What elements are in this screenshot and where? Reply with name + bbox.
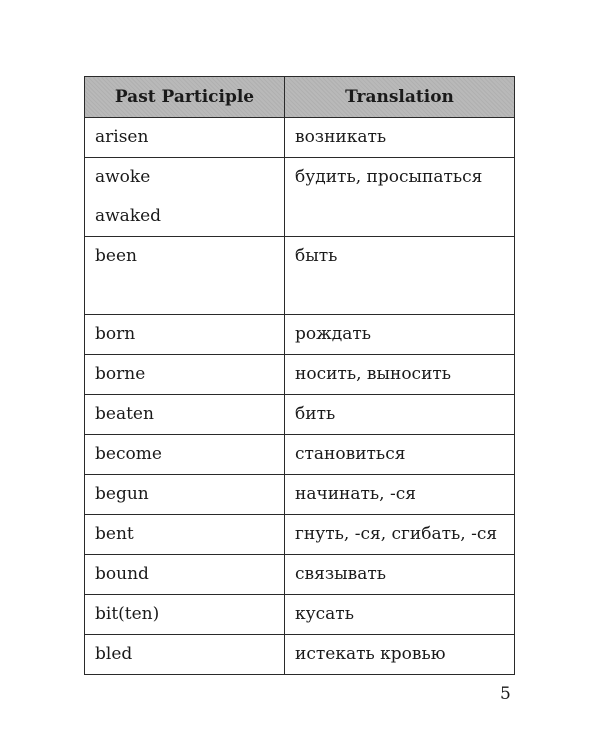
translation-text: начинать, -ся [295, 484, 416, 504]
past-participle-text: bit(ten) [95, 604, 160, 624]
translation-cell [285, 515, 515, 555]
translation-cell [285, 595, 515, 635]
past-participle-text: arisen [95, 127, 149, 147]
table-row [85, 595, 515, 635]
table-header [85, 77, 515, 118]
table-row [85, 395, 515, 435]
irregular-verbs-table [84, 76, 515, 675]
past-participle-cell [85, 435, 285, 475]
table-row [85, 355, 515, 395]
past-participle-cell [85, 635, 285, 675]
translation-text: будить, просыпаться [295, 167, 483, 187]
table-row [85, 555, 515, 595]
translation-text: возникать [295, 127, 387, 147]
table-row [85, 158, 515, 237]
header-past-participle: Past Participle [85, 77, 285, 118]
table-row [85, 435, 515, 475]
translation-text: рождать [295, 324, 372, 344]
translation-text: гнуть, -ся, сгибать, -ся [295, 524, 498, 544]
past-participle-text: born [95, 324, 136, 344]
past-participle-cell [85, 555, 285, 595]
translation-cell [285, 355, 515, 395]
table-row [85, 237, 515, 315]
past-participle-text: awoke [95, 167, 151, 187]
table-row [85, 315, 515, 355]
past-participle-text: begun [95, 484, 149, 504]
past-participle-cell [85, 595, 285, 635]
past-participle-cell [85, 237, 285, 315]
table-row [85, 635, 515, 675]
past-participle-text: bled [95, 644, 133, 664]
translation-cell [285, 635, 515, 675]
past-participle-cell [85, 475, 285, 515]
past-participle-text: been [95, 246, 137, 266]
translation-text: становиться [295, 444, 406, 464]
past-participle-cell [85, 118, 285, 158]
past-participle-text: awaked [95, 206, 162, 226]
past-participle-cell [85, 515, 285, 555]
translation-cell [285, 395, 515, 435]
translation-text: бить [295, 404, 336, 424]
past-participle-text: borne [95, 364, 146, 384]
table-row [85, 515, 515, 555]
translation-text: быть [295, 246, 338, 266]
translation-cell [285, 435, 515, 475]
past-participle-cell [85, 355, 285, 395]
header-row [85, 77, 515, 118]
translation-text: кусать [295, 604, 354, 624]
table-row [85, 475, 515, 515]
translation-cell [285, 555, 515, 595]
past-participle-cell [85, 395, 285, 435]
past-participle-cell [85, 158, 285, 237]
translation-text: носить, выносить [295, 364, 452, 384]
past-participle-text: bound [95, 564, 149, 584]
translation-cell [285, 315, 515, 355]
table-body [85, 118, 515, 675]
past-participle-cell [85, 315, 285, 355]
translation-text: истекать кровью [295, 644, 446, 664]
header-translation: Translation [285, 77, 515, 118]
translation-cell [285, 118, 515, 158]
table-row [85, 118, 515, 158]
past-participle-text: become [95, 444, 162, 464]
translation-cell [285, 475, 515, 515]
past-participle-text: bent [95, 524, 134, 544]
translation-text: связывать [295, 564, 386, 584]
translation-cell [285, 237, 515, 315]
page-number: 5 [500, 684, 511, 704]
translation-cell [285, 158, 515, 237]
past-participle-text: beaten [95, 404, 154, 424]
